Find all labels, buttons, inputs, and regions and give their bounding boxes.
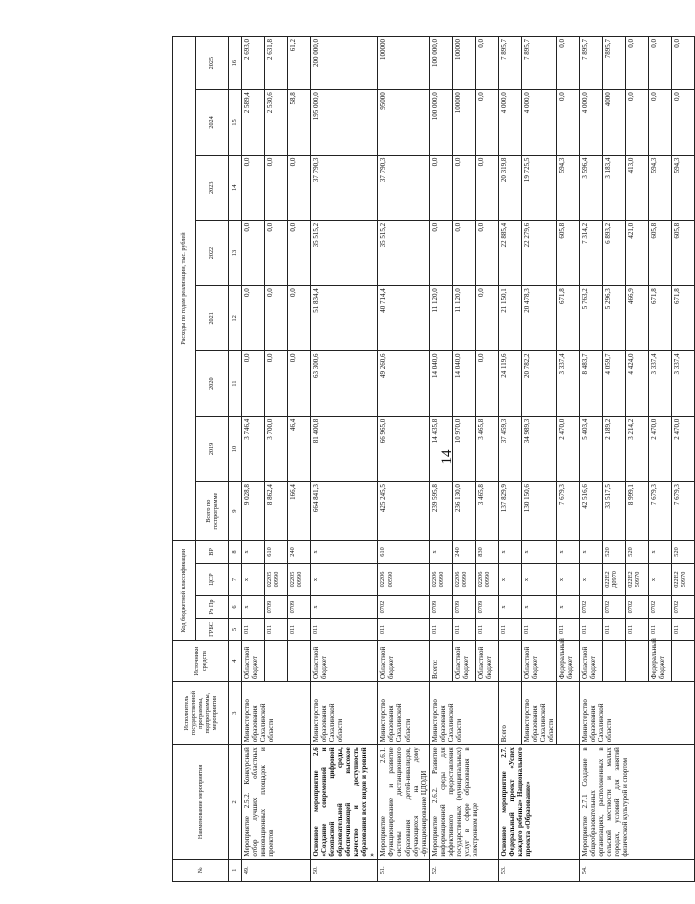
code-csr: 02206 00990	[452, 563, 475, 596]
amount-year: 37 459,3	[498, 416, 521, 481]
amount-year: 3 465,8	[475, 416, 498, 481]
code-rzpr: 0709	[265, 596, 288, 618]
code-vr: х	[556, 541, 579, 563]
code-csr: х	[556, 563, 579, 596]
amount-year: 14 040,0	[452, 351, 475, 416]
header-year: 2022	[196, 220, 229, 285]
code-vr: 240	[452, 541, 475, 563]
code-rzpr: 0709	[452, 596, 475, 618]
code-vr: х	[242, 541, 265, 563]
amount-year: 100000	[452, 90, 475, 155]
funding-source: Областной бюджет	[475, 641, 498, 682]
amount-year: 0,0	[648, 90, 671, 155]
amount-year: 0,0	[648, 37, 671, 90]
amount-year: 24 119,6	[498, 351, 521, 416]
executor: Всего	[498, 682, 521, 745]
executor: Министерство образования Сахалинской области	[311, 682, 378, 745]
amount-year: 4 000,0	[579, 90, 602, 155]
amount-year: 22 885,4	[498, 220, 521, 285]
row-number: 52.	[429, 859, 498, 881]
amount-total: 7 679,3	[671, 482, 694, 541]
amount-year: 95000	[378, 90, 429, 155]
amount-year: 8 483,7	[579, 351, 602, 416]
executor: Министерство образования Сахалинской области	[579, 682, 694, 745]
column-number: 7	[229, 563, 242, 596]
amount-total: 425 245,5	[378, 482, 429, 541]
code-grbs: 011	[452, 618, 475, 640]
column-number: 14	[229, 155, 242, 220]
header-year: 2021	[196, 286, 229, 351]
amount-year: 100 000,0	[429, 37, 452, 90]
amount-total: 137 829,9	[498, 482, 521, 541]
amount-year: 7 895,7	[579, 37, 602, 90]
header-grbs: ГРБС	[196, 618, 229, 640]
amount-year: 4 424,0	[625, 351, 648, 416]
amount-year: 20 319,8	[498, 155, 521, 220]
amount-total: 8 862,4	[265, 482, 288, 541]
code-csr: х	[311, 563, 378, 596]
code-csr: 022E2 50970	[625, 563, 648, 596]
header-csr: ЦСР	[196, 563, 229, 596]
funding-source: Всего:	[429, 641, 452, 682]
amount-year: 100 000,0	[429, 90, 452, 155]
column-number: 10	[229, 416, 242, 481]
code-grbs: 011	[242, 618, 265, 640]
amount-total: 8 999,1	[625, 482, 648, 541]
amount-year: 413,0	[625, 155, 648, 220]
budget-table	[172, 36, 695, 882]
amount-year: 66 965,0	[378, 416, 429, 481]
amount-year: 671,8	[648, 286, 671, 351]
code-csr: 02205 00990	[265, 563, 288, 596]
amount-year: 20 782,2	[521, 351, 556, 416]
row-number: 49.	[242, 859, 311, 881]
amount-year: 0,0	[288, 220, 311, 285]
table-body	[242, 37, 695, 882]
amount-year: 466,9	[625, 286, 648, 351]
amount-year: 0,0	[265, 286, 288, 351]
amount-total: 166,4	[288, 482, 311, 541]
amount-year: 0,0	[288, 351, 311, 416]
amount-total: 42 516,6	[579, 482, 602, 541]
amount-year: 0,0	[625, 37, 648, 90]
code-grbs: 011	[288, 618, 311, 640]
amount-year: 2 589,4	[242, 90, 265, 155]
amount-year: 63 300,6	[311, 351, 378, 416]
executor: Министерство образования Сахалинской области	[242, 682, 311, 745]
amount-year: 3 183,4	[602, 155, 625, 220]
amount-year: 0,0	[242, 220, 265, 285]
column-number: 8	[229, 541, 242, 563]
funding-source: Областной бюджет	[452, 641, 475, 682]
amount-year: 5 763,2	[579, 286, 602, 351]
header-year: 2020	[196, 351, 229, 416]
code-csr: х	[579, 563, 602, 596]
amount-total: 236 130,0	[452, 482, 475, 541]
code-rzpr: 0702	[625, 596, 648, 618]
code-grbs: 011	[498, 618, 521, 640]
amount-year: 594,3	[648, 155, 671, 220]
amount-year: 0,0	[475, 351, 498, 416]
column-number: 2	[229, 745, 242, 859]
activity-name: Мероприятие 2.6.2. Развитие информационной среды для эффективного предоставления государственных (муниципальных) услуг в сфере образования в электронном виде	[429, 745, 498, 859]
table-row	[242, 37, 265, 882]
amount-year: 2 631,8	[265, 37, 288, 90]
amount-year: 7895,7	[602, 37, 625, 90]
code-vr: 520	[625, 541, 648, 563]
column-number: 11	[229, 351, 242, 416]
amount-year: 0,0	[671, 90, 694, 155]
amount-year: 0,0	[265, 351, 288, 416]
code-vr: х	[311, 541, 378, 563]
amount-year: 2 470,0	[648, 416, 671, 481]
amount-year: 0,0	[452, 220, 475, 285]
amount-total: 130 150,6	[521, 482, 556, 541]
amount-year: 37 790,3	[311, 155, 378, 220]
header-name: Наименование мероприятия	[173, 745, 229, 859]
funding-source: Областной бюджет	[579, 641, 602, 682]
amount-year: 0,0	[242, 351, 265, 416]
page-number: 14	[439, 449, 455, 465]
amount-year: 6 893,2	[602, 220, 625, 285]
header-total: Всего по госпрограмме	[196, 482, 229, 541]
amount-year: 0,0	[556, 37, 579, 90]
amount-year: 35 515,2	[378, 220, 429, 285]
amount-year: 0,0	[288, 286, 311, 351]
amount-year: 2 470,0	[556, 416, 579, 481]
code-csr: х	[498, 563, 521, 596]
amount-year: 4 059,7	[602, 351, 625, 416]
amount-year: 0,0	[265, 155, 288, 220]
code-csr: 022E2 50970	[671, 563, 694, 596]
code-grbs: 011	[579, 618, 602, 640]
amount-year: 2 530,6	[265, 90, 288, 155]
header-no: №	[173, 859, 229, 881]
row-number: 54.	[579, 859, 694, 881]
table-row	[429, 37, 452, 882]
code-rzpr: х	[311, 596, 378, 618]
amount-year: 0,0	[556, 90, 579, 155]
amount-year: 3 337,4	[648, 351, 671, 416]
code-grbs: 011	[475, 618, 498, 640]
amount-year: 671,8	[671, 286, 694, 351]
header-year: 2024	[196, 90, 229, 155]
row-number: 51.	[378, 859, 429, 881]
header-year: 2025	[196, 37, 229, 90]
funding-source	[498, 641, 521, 682]
code-csr: 02206 00990	[475, 563, 498, 596]
amount-year: 421,0	[625, 220, 648, 285]
funding-source: Областной бюджет	[311, 641, 378, 682]
amount-year: 4 000,0	[521, 90, 556, 155]
amount-year: 605,8	[671, 220, 694, 285]
amount-year: 100000	[452, 37, 475, 90]
amount-year: 0,0	[265, 220, 288, 285]
executor	[556, 682, 579, 745]
funding-source: Областной бюджет	[242, 641, 265, 682]
amount-year: 22 279,6	[521, 220, 556, 285]
code-grbs: 011	[556, 618, 579, 640]
funding-source	[625, 641, 648, 682]
amount-year: 58,8	[288, 90, 311, 155]
amount-year: 40 714,4	[378, 286, 429, 351]
code-grbs: 011	[429, 618, 452, 640]
code-rzpr: х	[521, 596, 556, 618]
amount-year: 0,0	[475, 220, 498, 285]
amount-total: 239 595,8	[429, 482, 452, 541]
code-rzpr: х	[242, 596, 265, 618]
header-source: Источники средств	[173, 641, 229, 682]
amount-year: 671,8	[556, 286, 579, 351]
amount-year: 0,0	[475, 37, 498, 90]
code-rzpr: 0702	[671, 596, 694, 618]
table-row	[311, 37, 378, 882]
amount-year: 0,0	[475, 90, 498, 155]
amount-year: 11 120,0	[452, 286, 475, 351]
amount-year: 0,0	[452, 155, 475, 220]
amount-year: 11 120,0	[429, 286, 452, 351]
row-number: 53.	[498, 859, 579, 881]
column-number-row	[229, 37, 242, 882]
activity-name: Мероприятие 2.7.1 Создание в общеобразовательных организациях, расположенных в сельской местности и малых городах, условий для занятий физической культурой и спортом	[579, 745, 694, 859]
code-rzpr: 0702	[602, 596, 625, 618]
amount-year: 5 403,4	[579, 416, 602, 481]
code-csr: 02206 00590	[378, 563, 429, 596]
column-number: 5	[229, 618, 242, 640]
header-rzpr: Рз Пр	[196, 596, 229, 618]
code-rzpr: 0702	[579, 596, 602, 618]
amount-year: 46,4	[288, 416, 311, 481]
column-number: 1	[229, 859, 242, 881]
amount-year: 7 895,7	[498, 37, 521, 90]
column-number: 6	[229, 596, 242, 618]
code-vr: х	[579, 541, 602, 563]
amount-year: 3 746,4	[242, 416, 265, 481]
amount-year: 7 314,2	[579, 220, 602, 285]
funding-source	[265, 641, 288, 682]
amount-total: 33 517,5	[602, 482, 625, 541]
code-rzpr: 0709	[475, 596, 498, 618]
code-vr: 610	[265, 541, 288, 563]
code-vr: 520	[602, 541, 625, 563]
amount-year: 14 040,0	[429, 351, 452, 416]
amount-year: 4000	[602, 90, 625, 155]
funding-source: Областной бюджет	[378, 641, 429, 682]
amount-total: 9 028,8	[242, 482, 265, 541]
table-row	[378, 37, 429, 882]
code-csr: 022E2 Д0970	[602, 563, 625, 596]
table-row	[579, 37, 602, 882]
amount-year: 14 435,8	[429, 416, 452, 481]
amount-year: 35 515,2	[311, 220, 378, 285]
column-number: 4	[229, 641, 242, 682]
code-rzpr: 0702	[648, 596, 671, 618]
header-spend-group: Расходы по годам реализации, тыс. рублей	[173, 37, 196, 541]
amount-year: 0,0	[671, 37, 694, 90]
executor: Министерство образования Сахалинской области	[378, 682, 429, 745]
column-number: 12	[229, 286, 242, 351]
code-vr: х	[648, 541, 671, 563]
amount-total: 7 679,3	[556, 482, 579, 541]
funding-source	[602, 641, 625, 682]
column-number: 3	[229, 682, 242, 745]
amount-year: 34 989,3	[521, 416, 556, 481]
amount-year: 0,0	[242, 155, 265, 220]
amount-year: 605,8	[556, 220, 579, 285]
amount-year: 195 000,0	[311, 90, 378, 155]
code-grbs: 011	[378, 618, 429, 640]
amount-year: 0,0	[475, 286, 498, 351]
code-csr: х	[242, 563, 265, 596]
header-code-group: Код бюджетной классификации	[173, 541, 196, 641]
amount-year: 61,2	[288, 37, 311, 90]
row-number: 50.	[311, 859, 378, 881]
code-grbs: 011	[265, 618, 288, 640]
activity-name: Основное мероприятие 2.7. Федеральный проект «Успех каждого ребенка» Национального проекта «Образование»	[498, 745, 579, 859]
amount-year: 20 478,3	[521, 286, 556, 351]
amount-year: 0,0	[429, 220, 452, 285]
code-grbs: 011	[311, 618, 378, 640]
code-vr: 830	[475, 541, 498, 563]
column-number: 15	[229, 90, 242, 155]
header-year: 2023	[196, 155, 229, 220]
amount-year: 0,0	[625, 90, 648, 155]
column-number: 13	[229, 220, 242, 285]
amount-year: 10 970,0	[452, 416, 475, 481]
amount-year: 594,3	[671, 155, 694, 220]
code-vr: х	[498, 541, 521, 563]
amount-year: 5 296,3	[602, 286, 625, 351]
executor: Министерство образования Сахалинской области	[429, 682, 498, 745]
amount-year: 7 895,7	[521, 37, 556, 90]
activity-name: Мероприятие 2.5.2. Конкурсный отбор лучших областных инновационных площадок и проектов	[242, 745, 311, 859]
amount-total: 7 679,3	[648, 482, 671, 541]
code-csr: 02206 00990	[429, 563, 452, 596]
amount-year: 0,0	[429, 155, 452, 220]
code-vr: х	[429, 541, 452, 563]
executor: Министерство образования Сахалинской области	[521, 682, 556, 745]
amount-year: 0,0	[288, 155, 311, 220]
code-vr: 610	[378, 541, 429, 563]
code-grbs: 011	[602, 618, 625, 640]
amount-year: 19 725,5	[521, 155, 556, 220]
code-rzpr: 0702	[378, 596, 429, 618]
header-year: 2019	[196, 416, 229, 481]
code-grbs: 011	[625, 618, 648, 640]
amount-year: 2 693,0	[242, 37, 265, 90]
code-rzpr: х	[498, 596, 521, 618]
funding-source	[288, 641, 311, 682]
code-csr: 02205 00990	[288, 563, 311, 596]
amount-year: 3 700,0	[265, 416, 288, 481]
amount-year: 3 214,2	[625, 416, 648, 481]
column-number: 9	[229, 482, 242, 541]
code-csr: х	[648, 563, 671, 596]
activity-name: Мероприятие 2.6.1. Функционирование и развитие системы дистанционного образования детей-инвалидов, обучающихся на дому -функционирование ЦДОДИ	[378, 745, 429, 859]
code-grbs: 011	[671, 618, 694, 640]
amount-year: 4 000,0	[498, 90, 521, 155]
amount-year: 51 834,4	[311, 286, 378, 351]
amount-year: 605,8	[648, 220, 671, 285]
code-vr: 240	[288, 541, 311, 563]
amount-year: 3 596,4	[579, 155, 602, 220]
funding-source: Федеральный бюджет	[648, 641, 671, 682]
column-number: 16	[229, 37, 242, 90]
header-executor: Исполнитель государственной программы, подпрограммы, мероприятия	[173, 682, 229, 745]
code-rzpr: 0709	[429, 596, 452, 618]
amount-total: 3 465,8	[475, 482, 498, 541]
funding-source: Федеральный бюджет	[556, 641, 579, 682]
amount-year: 37 790,3	[378, 155, 429, 220]
amount-year: 49 260,6	[378, 351, 429, 416]
code-csr: х	[521, 563, 556, 596]
code-rzpr: х	[556, 596, 579, 618]
code-vr: 520	[671, 541, 694, 563]
amount-year: 0,0	[242, 286, 265, 351]
amount-year: 2 189,2	[602, 416, 625, 481]
funding-source: Областной бюджет	[521, 641, 556, 682]
code-vr: х	[521, 541, 556, 563]
amount-year: 0,0	[475, 155, 498, 220]
amount-year: 200 000,0	[311, 37, 378, 90]
amount-year: 2 470,0	[671, 416, 694, 481]
amount-year: 594,3	[556, 155, 579, 220]
code-grbs: 011	[648, 618, 671, 640]
amount-total: 664 841,3	[311, 482, 378, 541]
amount-year: 3 337,4	[556, 351, 579, 416]
header-vr: ВР	[196, 541, 229, 563]
amount-year: 21 150,1	[498, 286, 521, 351]
code-grbs: 011	[521, 618, 556, 640]
amount-year: 3 337,4	[671, 351, 694, 416]
table-row	[498, 37, 521, 882]
amount-year: 81 400,8	[311, 416, 378, 481]
activity-name: Основное мероприятие 2.6 «Создание современной и безопасной цифровой образовательной среды, обеспечивающей высокое качество и доступность образования всех видов и уровней »	[311, 745, 378, 859]
funding-source	[671, 641, 694, 682]
code-rzpr: 0709	[288, 596, 311, 618]
amount-year: 100000	[378, 37, 429, 90]
